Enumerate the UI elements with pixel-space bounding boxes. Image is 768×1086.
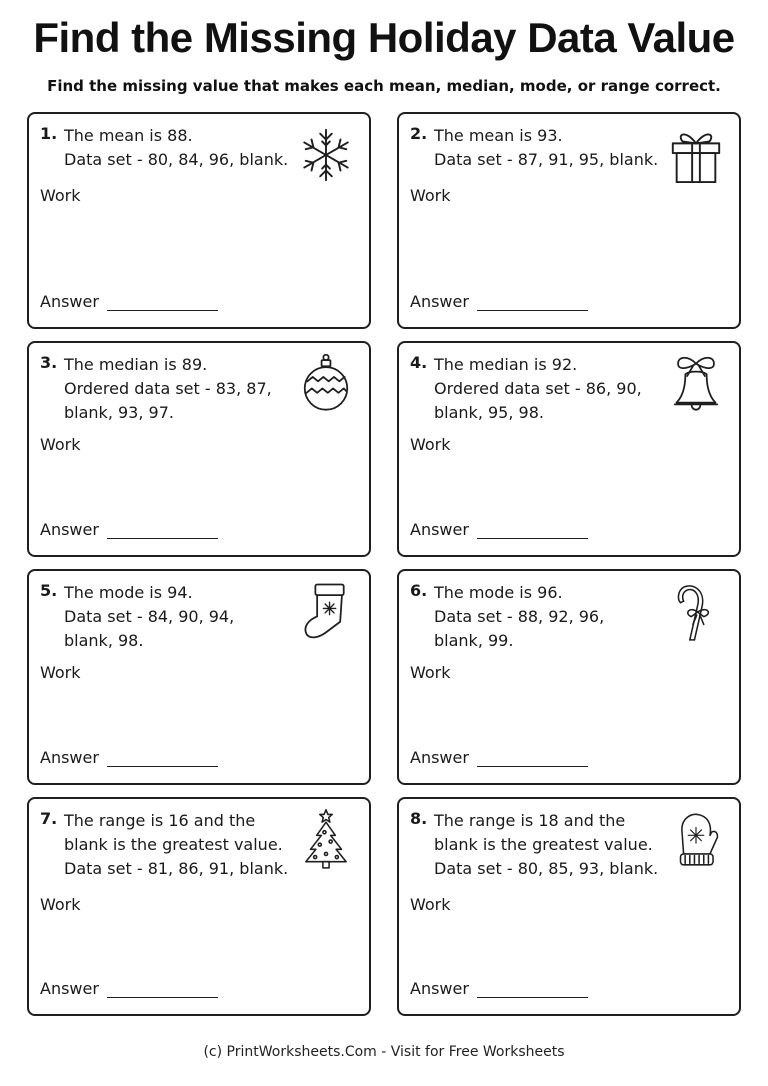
answer-label: Answer bbox=[40, 748, 99, 767]
problem-line: The range is 18 and the bbox=[434, 811, 626, 830]
snowflake-icon bbox=[297, 124, 355, 186]
problem-text bbox=[434, 809, 669, 881]
problem-number: 8. bbox=[410, 809, 428, 828]
work-label: Work bbox=[40, 186, 81, 205]
problem-number: 1. bbox=[40, 124, 58, 143]
problem-text bbox=[64, 124, 299, 172]
problem-text bbox=[434, 353, 669, 425]
work-label: Work bbox=[410, 186, 451, 205]
answer-blank[interactable] bbox=[477, 983, 588, 998]
problem-line: The mean is 93. bbox=[434, 126, 563, 145]
stocking-icon bbox=[297, 581, 355, 643]
work-label: Work bbox=[40, 895, 81, 914]
mitten-icon bbox=[667, 809, 725, 871]
answer-blank[interactable] bbox=[107, 752, 218, 767]
gift-icon bbox=[667, 124, 725, 186]
answer-label: Answer bbox=[40, 979, 99, 998]
problem-text bbox=[64, 353, 299, 425]
problem-line: The median is 92. bbox=[434, 355, 578, 374]
problem-line: Ordered data set - 83, 87, bbox=[64, 379, 272, 398]
answer-row bbox=[410, 292, 588, 311]
answer-blank[interactable] bbox=[107, 296, 218, 311]
problem-line: Ordered data set - 86, 90, bbox=[434, 379, 642, 398]
answer-label: Answer bbox=[410, 520, 469, 539]
problem-line: The mean is 88. bbox=[64, 126, 193, 145]
problem-line: blank is the greatest value. bbox=[64, 835, 283, 854]
answer-label: Answer bbox=[40, 292, 99, 311]
problem-line: blank, 98. bbox=[64, 631, 144, 650]
work-label: Work bbox=[40, 435, 81, 454]
answer-row bbox=[40, 292, 218, 311]
answer-row bbox=[410, 979, 588, 998]
christmas-tree-icon bbox=[297, 809, 355, 871]
bell-icon bbox=[667, 353, 725, 415]
problem-line: Data set - 87, 91, 95, blank. bbox=[434, 150, 659, 169]
footer-credit: (c) PrintWorksheets.Com - Visit for Free Worksheets bbox=[203, 1044, 565, 1060]
problem-text bbox=[434, 124, 669, 172]
problem-line: The mode is 94. bbox=[64, 583, 193, 602]
candy-cane-icon bbox=[667, 581, 725, 643]
problem-card-1 bbox=[27, 112, 371, 329]
problem-line: blank, 95, 98. bbox=[434, 403, 544, 422]
problem-number: 5. bbox=[40, 581, 58, 600]
answer-row bbox=[410, 748, 588, 767]
work-label: Work bbox=[410, 895, 451, 914]
answer-blank[interactable] bbox=[477, 524, 588, 539]
answer-blank[interactable] bbox=[107, 983, 218, 998]
answer-label: Answer bbox=[410, 292, 469, 311]
answer-blank[interactable] bbox=[477, 752, 588, 767]
problem-line: Data set - 81, 86, 91, blank. bbox=[64, 859, 289, 878]
problem-card-5 bbox=[27, 569, 371, 785]
problem-line: Data set - 80, 84, 96, blank. bbox=[64, 150, 289, 169]
answer-blank[interactable] bbox=[477, 296, 588, 311]
problem-number: 6. bbox=[410, 581, 428, 600]
problem-number: 7. bbox=[40, 809, 58, 828]
problem-line: The range is 16 and the bbox=[64, 811, 256, 830]
problem-text bbox=[64, 809, 299, 881]
page-subtitle: Find the missing value that makes each mean, median, mode, or range correct. bbox=[47, 77, 721, 95]
page-title: Find the Missing Holiday Data Value bbox=[33, 14, 735, 61]
answer-row bbox=[40, 748, 218, 767]
problem-line: Data set - 84, 90, 94, bbox=[64, 607, 235, 626]
problem-line: Data set - 80, 85, 93, blank. bbox=[434, 859, 659, 878]
work-label: Work bbox=[40, 663, 81, 682]
problem-card-2 bbox=[397, 112, 741, 329]
problem-text bbox=[434, 581, 669, 653]
answer-label: Answer bbox=[40, 520, 99, 539]
problem-line: blank is the greatest value. bbox=[434, 835, 653, 854]
problem-card-6 bbox=[397, 569, 741, 785]
problem-text bbox=[64, 581, 299, 653]
problem-card-4 bbox=[397, 341, 741, 557]
answer-label: Answer bbox=[410, 748, 469, 767]
work-label: Work bbox=[410, 663, 451, 682]
problem-line: blank, 93, 97. bbox=[64, 403, 174, 422]
problem-card-3 bbox=[27, 341, 371, 557]
answer-blank[interactable] bbox=[107, 524, 218, 539]
problem-line: The median is 89. bbox=[64, 355, 208, 374]
problem-line: blank, 99. bbox=[434, 631, 514, 650]
problem-card-7 bbox=[27, 797, 371, 1016]
problem-line: The mode is 96. bbox=[434, 583, 563, 602]
ornament-icon bbox=[297, 353, 355, 415]
answer-row bbox=[410, 520, 588, 539]
answer-row bbox=[40, 979, 218, 998]
problem-card-8 bbox=[397, 797, 741, 1016]
problem-number: 2. bbox=[410, 124, 428, 143]
problem-number: 4. bbox=[410, 353, 428, 372]
answer-label: Answer bbox=[410, 979, 469, 998]
work-label: Work bbox=[410, 435, 451, 454]
answer-row bbox=[40, 520, 218, 539]
problem-number: 3. bbox=[40, 353, 58, 372]
problem-line: Data set - 88, 92, 96, bbox=[434, 607, 605, 626]
